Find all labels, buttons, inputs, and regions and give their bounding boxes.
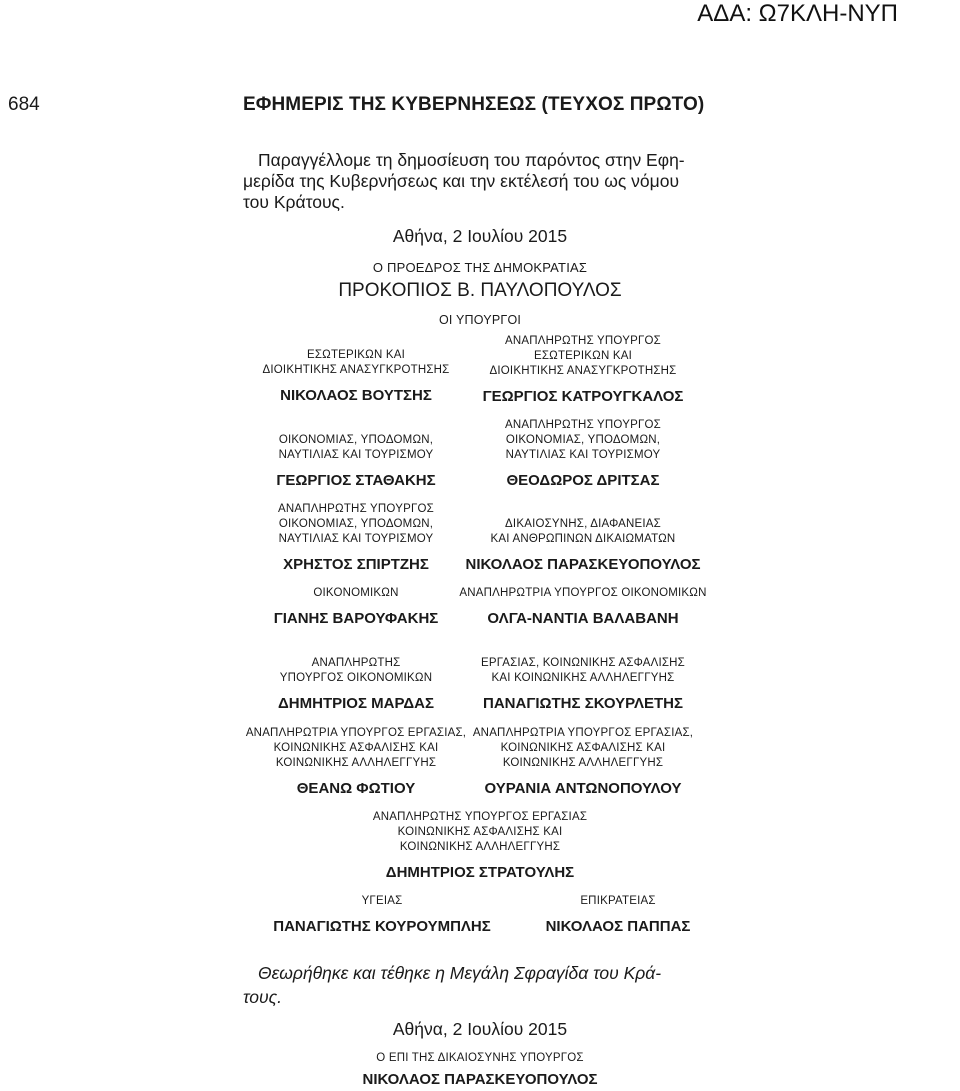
minister-role: ΝΑΥΤΙΛΙΑΣ ΚΑΙ ΤΟΥΡΙΣΜΟΥ xyxy=(278,533,434,545)
minister-name: ΔΗΜΗΤΡΙΟΣ ΣΤΡΑΤΟΥΛΗΣ xyxy=(385,864,575,881)
minister-role: ΚΟΙΝΩΝΙΚΗΣ ΑΣΦΑΛΙΣΗΣ ΚΑΙ xyxy=(500,742,666,754)
minister-name: ΓΙΑΝΗΣ ΒΑΡΟΥΦΑΚΗΣ xyxy=(273,610,439,627)
minister-role: ΔΙΚΑΙΟΣΥΝΗΣ, ΔΙΑΦΑΝΕΙΑΣ xyxy=(505,518,661,530)
minister-alt-labour-1 xyxy=(236,726,476,797)
minister-role: ΑΝΑΠΛΗΡΩΤΡΙΑ ΥΠΟΥΡΓΟΣ ΟΙΚΟΝΟΜΙΚΩΝ xyxy=(459,587,707,599)
minister-alt-interior xyxy=(458,334,708,405)
president-name: ΠΡΟΚΟΠΙΟΣ Β. ΠΑΥΛΟΠΟΥΛΟΣ xyxy=(338,280,622,301)
intro-line-2: μερίδα της Κυβερνήσεως και την εκτέλεσή του ως νόμου xyxy=(243,171,680,191)
minister-finance xyxy=(236,586,476,627)
minister-role: ΑΝΑΠΛΗΡΩΤΗΣ ΥΠΟΥΡΓΟΣ ΕΡΓΑΣΙΑΣ xyxy=(372,811,588,823)
minister-role: ΝΑΥΤΙΛΙΑΣ ΚΑΙ ΤΟΥΡΙΣΜΟΥ xyxy=(278,449,434,461)
minister-name: ΔΗΜΗΤΡΙΟΣ ΜΑΡΔΑΣ xyxy=(278,695,434,712)
minister-name: ΟΥΡΑΝΙΑ ΑΝΤΩΝΟΠΟΥΛΟΥ xyxy=(484,780,682,797)
gazette-title: ΕΦΗΜΕΡΙΣ ΤΗΣ ΚΥΒΕΡΝΗΣΕΩΣ (ΤΕΥΧΟΣ ΠΡΩΤΟ) xyxy=(243,94,705,115)
minister-role: ΚΟΙΝΩΝΙΚΗΣ ΑΛΛΗΛΕΓΓΥΗΣ xyxy=(399,841,561,853)
minister-alt-finance-2 xyxy=(236,656,476,712)
minister-role: ΕΡΓΑΣΙΑΣ, ΚΟΙΝΩΝΙΚΗΣ ΑΣΦΑΛΙΣΗΣ xyxy=(481,657,685,669)
minister-health xyxy=(262,894,502,935)
minister-role: ΚΟΙΝΩΝΙΚΗΣ ΑΛΛΗΛΕΓΓΥΗΣ xyxy=(502,757,664,769)
intro-line-3: του Κράτους. xyxy=(243,192,345,212)
minister-role: ΕΠΙΚΡΑΤΕΙΑΣ xyxy=(580,895,656,907)
minister-role: ΑΝΑΠΛΗΡΩΤΡΙΑ ΥΠΟΥΡΓΟΣ ΕΡΓΑΣΙΑΣ, xyxy=(472,727,694,739)
minister-role: ΑΝΑΠΛΗΡΩΤΗΣ ΥΠΟΥΡΓΟΣ xyxy=(278,503,434,515)
minister-justice xyxy=(458,517,708,573)
minister-role: ΚΟΙΝΩΝΙΚΗΣ ΑΣΦΑΛΙΣΗΣ ΚΑΙ xyxy=(273,742,439,754)
intro-line-1: Παραγγέλλομε τη δημοσίευση του παρόντος στην Εφη- xyxy=(258,150,685,170)
minister-labour xyxy=(458,656,708,712)
minister-role: ΚΑΙ ΑΝΘΡΩΠΙΝΩΝ ΔΙΚΑΙΩΜΑΤΩΝ xyxy=(490,533,676,545)
ministers-heading: ΟΙ ΥΠΟΥΡΓΟΙ xyxy=(438,313,522,327)
minister-role: ΥΓΕΙΑΣ xyxy=(361,895,403,907)
minister-role: ΑΝΑΠΛΗΡΩΤΡΙΑ ΥΠΟΥΡΓΟΣ ΕΡΓΑΣΙΑΣ, xyxy=(245,727,467,739)
minister-name: ΟΛΓΑ-ΝΑΝΤΙΑ ΒΑΛΑΒΑΝΗ xyxy=(487,610,679,627)
minister-role: ΕΣΩΤΕΡΙΚΩΝ ΚΑΙ xyxy=(306,349,406,361)
minister-alt-labour-2 xyxy=(458,726,708,797)
minister-alt-labour-3 xyxy=(236,810,724,881)
date-bottom: Αθήνα, 2 Ιουλίου 2015 xyxy=(392,1019,568,1039)
minister-economy xyxy=(236,433,476,489)
minister-role: ΚΑΙ ΚΟΙΝΩΝΙΚΗΣ ΑΛΛΗΛΕΓΓΥΗΣ xyxy=(491,672,675,684)
minister-name: ΠΑΝΑΓΙΩΤΗΣ ΣΚΟΥΡΛΕΤΗΣ xyxy=(482,695,683,712)
minister-role: ΔΙΟΙΚΗΤΙΚΗΣ ΑΝΑΣΥΓΚΡΟΤΗΣΗΣ xyxy=(262,364,450,376)
minister-name: ΘΕΟΔΩΡΟΣ ΔΡΙΤΣΑΣ xyxy=(506,472,660,489)
minister-role: ΚΟΙΝΩΝΙΚΗΣ ΑΣΦΑΛΙΣΗΣ ΚΑΙ xyxy=(397,826,563,838)
page-number: 684 xyxy=(8,94,40,115)
minister-name: ΘΕΑΝΩ ΦΩΤΙΟΥ xyxy=(296,780,416,797)
minister-state xyxy=(498,894,738,935)
minister-alt-finance-1 xyxy=(458,586,708,627)
minister-name: ΝΙΚΟΛΑΟΣ ΠΑΠΠΑΣ xyxy=(545,918,691,935)
minister-name: ΓΕΩΡΓΙΟΣ ΣΤΑΘΑΚΗΣ xyxy=(276,472,436,489)
minister-role: ΟΙΚΟΝΟΜΙΑΣ, ΥΠΟΔΟΜΩΝ, xyxy=(278,518,434,530)
seal-line-1: Θεωρήθηκε και τέθηκε η Μεγάλη Σφραγίδα του Κρά- xyxy=(258,963,662,983)
minister-role: ΑΝΑΠΛΗΡΩΤΗΣ xyxy=(311,657,401,669)
justice-role: Ο ΕΠΙ ΤΗΣ ΔΙΚΑΙΟΣΥΝΗΣ ΥΠΟΥΡΓΟΣ xyxy=(376,1052,584,1064)
minister-role: ΥΠΟΥΡΓΟΣ ΟΙΚΟΝΟΜΙΚΩΝ xyxy=(279,672,433,684)
minister-alt-economy-2 xyxy=(236,502,476,573)
minister-name: ΧΡΗΣΤΟΣ ΣΠΙΡΤΖΗΣ xyxy=(283,556,429,573)
justice-name: ΝΙΚΟΛΑΟΣ ΠΑΡΑΣΚΕΥΟΠΟΥΛΟΣ xyxy=(362,1071,598,1088)
minister-name: ΝΙΚΟΛΑΟΣ ΒΟΥΤΣΗΣ xyxy=(280,387,432,404)
minister-role: ΝΑΥΤΙΛΙΑΣ ΚΑΙ ΤΟΥΡΙΣΜΟΥ xyxy=(505,449,661,461)
minister-alt-economy-1 xyxy=(458,418,708,489)
minister-role: ΔΙΟΙΚΗΤΙΚΗΣ ΑΝΑΣΥΓΚΡΟΤΗΣΗΣ xyxy=(489,365,677,377)
minister-interior xyxy=(236,348,476,404)
minister-role: ΟΙΚΟΝΟΜΙΚΩΝ xyxy=(313,587,399,599)
minister-name: ΠΑΝΑΓΙΩΤΗΣ ΚΟΥΡΟΥΜΠΛΗΣ xyxy=(273,918,491,935)
minister-role: ΑΝΑΠΛΗΡΩΤΗΣ ΥΠΟΥΡΓΟΣ xyxy=(505,335,661,347)
minister-role: ΟΙΚΟΝΟΜΙΑΣ, ΥΠΟΔΟΜΩΝ, xyxy=(505,434,661,446)
minister-name: ΓΕΩΡΓΙΟΣ ΚΑΤΡΟΥΓΚΑΛΟΣ xyxy=(482,388,684,405)
president-role: Ο ΠΡΟΕΔΡΟΣ ΤΗΣ ΔΗΜΟΚΡΑΤΙΑΣ xyxy=(372,260,588,275)
minister-role: ΚΟΙΝΩΝΙΚΗΣ ΑΛΛΗΛΕΓΓΥΗΣ xyxy=(275,757,437,769)
minister-role: ΕΣΩΤΕΡΙΚΩΝ ΚΑΙ xyxy=(533,350,633,362)
date-top: Αθήνα, 2 Ιουλίου 2015 xyxy=(392,226,568,246)
minister-role: ΟΙΚΟΝΟΜΙΑΣ, ΥΠΟΔΟΜΩΝ, xyxy=(278,434,434,446)
seal-line-2: τους. xyxy=(243,987,283,1007)
minister-role: ΑΝΑΠΛΗΡΩΤΗΣ ΥΠΟΥΡΓΟΣ xyxy=(505,419,661,431)
ada-code: ΑΔΑ: Ω7ΚΛΗ-ΝΥΠ xyxy=(697,0,898,27)
minister-name: ΝΙΚΟΛΑΟΣ ΠΑΡΑΣΚΕΥΟΠΟΥΛΟΣ xyxy=(465,556,701,573)
